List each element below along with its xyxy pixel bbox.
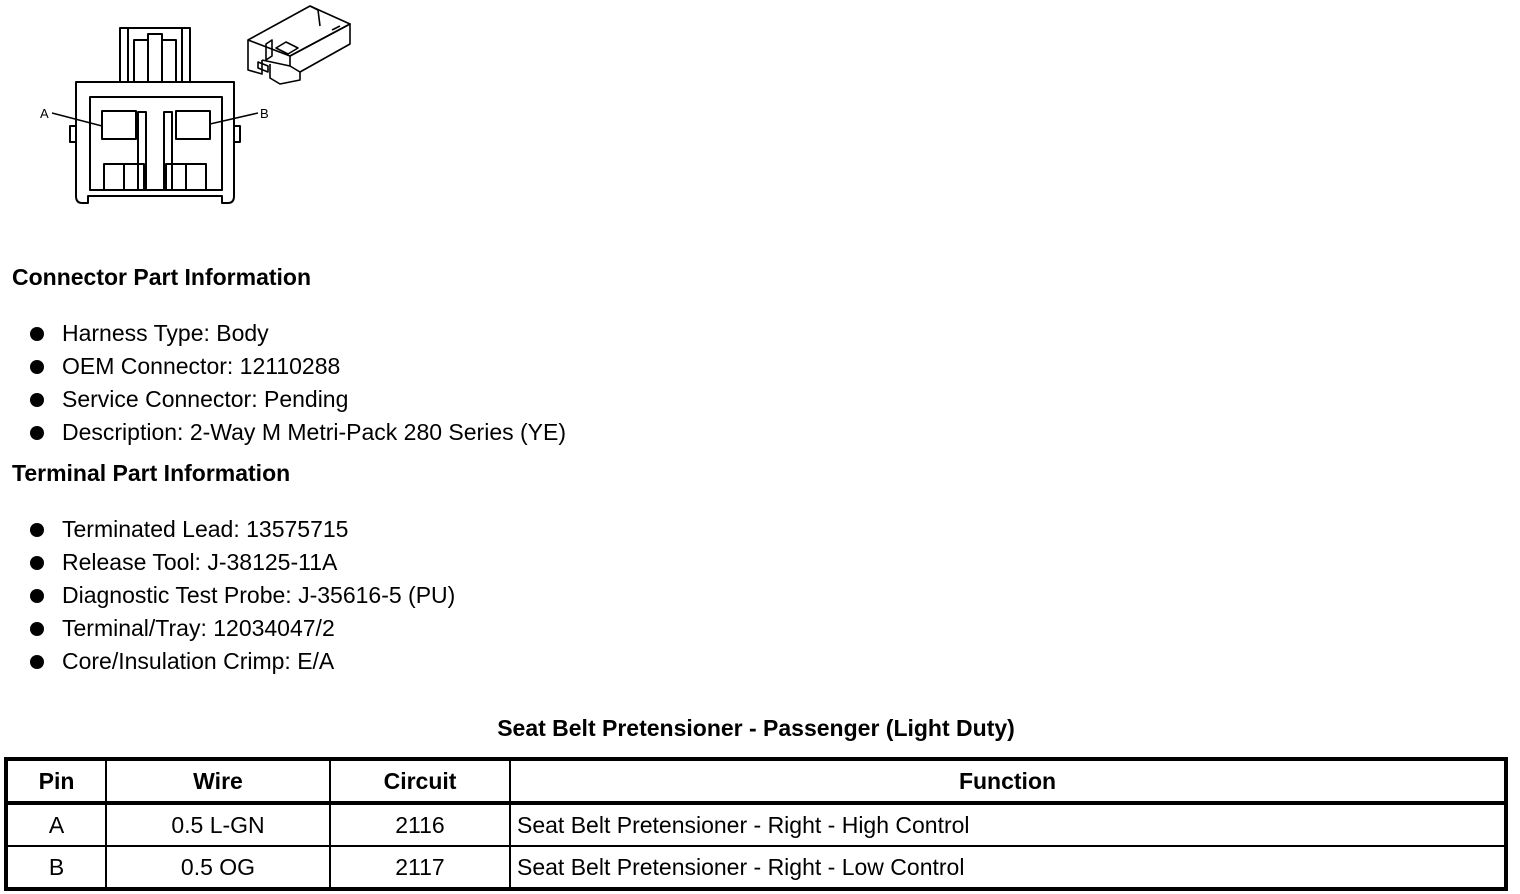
- connector-latch: [120, 28, 190, 82]
- cell-function: Seat Belt Pretensioner - Right - Low Control: [510, 846, 1506, 889]
- pin-b-callout: B: [260, 106, 269, 121]
- connector-housing: [70, 82, 240, 203]
- connector-locks: [104, 164, 206, 190]
- list-item: Release Tool: J-38125-11A: [28, 546, 455, 579]
- table-row: [6, 846, 1506, 889]
- connector-diagram: [0, 0, 380, 220]
- list-item: Diagnostic Test Probe: J-35616-5 (PU): [28, 579, 455, 612]
- list-item: Core/Insulation Crimp: E/A: [28, 645, 455, 678]
- list-item: Description: 2-Way M Metri-Pack 280 Series (YE): [28, 416, 566, 449]
- header-pin: Pin: [6, 759, 106, 803]
- pinout-table: [4, 757, 1508, 891]
- list-item: Service Connector: Pending: [28, 383, 566, 416]
- cell-wire: 0.5 OG: [106, 846, 330, 889]
- terminal-info-list: [28, 513, 455, 678]
- list-item: Terminated Lead: 13575715: [28, 513, 455, 546]
- terminal-info-heading: Terminal Part Information: [12, 460, 291, 486]
- cell-circuit: 2116: [330, 803, 510, 846]
- cavity-a: [102, 111, 136, 139]
- connector-info-heading: Connector Part Information: [12, 264, 312, 290]
- cell-wire: 0.5 L-GN: [106, 803, 330, 846]
- cell-pin: A: [6, 803, 106, 846]
- table-header-row: [6, 759, 1506, 803]
- cell-pin: B: [6, 846, 106, 889]
- table-caption: Seat Belt Pretensioner - Passenger (Light Duty): [497, 715, 1015, 741]
- list-item: Harness Type: Body: [28, 317, 566, 350]
- cell-function: Seat Belt Pretensioner - Right - High Control: [510, 803, 1506, 846]
- connector-info-list: [28, 317, 566, 449]
- cell-circuit: 2117: [330, 846, 510, 889]
- pin-a-callout: A: [40, 106, 49, 121]
- table-row: [6, 803, 1506, 846]
- list-item: OEM Connector: 12110288: [28, 350, 566, 383]
- list-item: Terminal/Tray: 12034047/2: [28, 612, 455, 645]
- header-wire: Wire: [106, 759, 330, 803]
- header-function: Function: [510, 759, 1506, 803]
- connector-iso-view: [248, 6, 350, 84]
- cavity-b: [176, 111, 210, 139]
- header-circuit: Circuit: [330, 759, 510, 803]
